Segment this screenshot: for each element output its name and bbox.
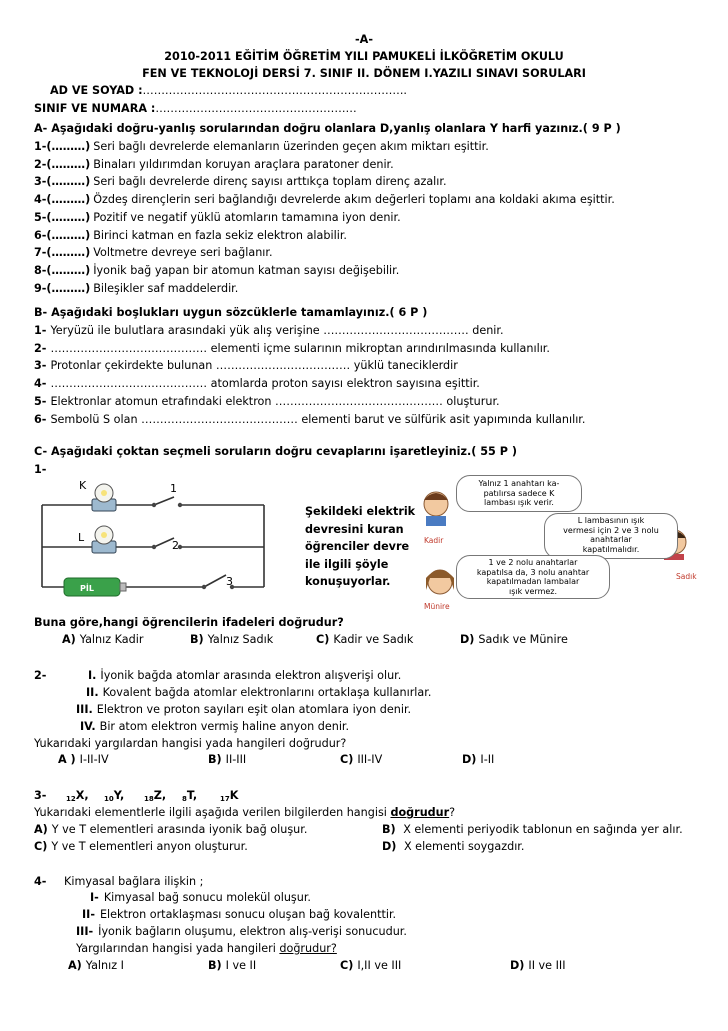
statement-text: Seri bağlı devrelerde elemanların üzerinden geçen akım miktarı eşittir. — [93, 140, 489, 153]
symbol: Z, — [153, 789, 167, 802]
symbol: T, — [186, 789, 198, 802]
answer-blank[interactable]: 6-(………) — [34, 228, 91, 242]
roman-numeral: III. — [76, 703, 93, 716]
question-4-intro: Kimyasal bağlara ilişkin ; — [64, 875, 204, 888]
symbol: Y, — [113, 789, 125, 802]
option-text[interactable]: X elementi periyodik tablonun en sağında yer alır. — [399, 823, 683, 836]
name-line — [50, 84, 407, 98]
atomic-number: 18 — [144, 795, 154, 803]
munire-speech-bubble — [456, 555, 610, 599]
fill-blank-item — [34, 377, 480, 391]
option-letter[interactable]: D) — [510, 959, 525, 972]
option-text[interactable]: II ve III — [528, 959, 566, 972]
sadik-speech-bubble — [544, 513, 678, 559]
statement — [90, 891, 311, 905]
answer-option[interactable] — [340, 753, 382, 767]
item-number: 1- — [34, 324, 47, 337]
item-text: Elektronlar atomun etrafındaki elektron ……………………………………… oluşturur. — [50, 394, 500, 408]
true-false-item — [34, 282, 238, 296]
speech-line: 1 ve 2 nolu anahtarlar — [488, 558, 578, 567]
school-title: 2010-2011 EĞİTİM ÖĞRETİM YILI PAMUKELİ İLKÖĞRETİM OKULU — [164, 50, 564, 63]
statement-text: Kovalent bağda atomlar elektronlarını ortaklaşa kullanırlar. — [102, 686, 432, 699]
option-text[interactable]: X elementi soygazdır. — [400, 840, 525, 853]
statement-text: Elektron ve proton sayıları eşit olan atomlara iyon denir. — [96, 703, 412, 716]
statement-text: İyonik bağların oluşumu, elektron alış-verişi sonucudur. — [98, 925, 407, 938]
caption-line: öğrenciler devre — [305, 540, 410, 553]
option-text[interactable]: Yalnız I — [85, 959, 124, 972]
roman-numeral: II. — [86, 686, 99, 699]
item-text: …………………………………… atomlarda proton sayısı elektron sayısına eşittir. — [50, 377, 480, 391]
answer-blank[interactable]: 1-(………) — [34, 140, 91, 153]
roman-numeral: III- — [76, 925, 94, 938]
name-label: AD VE SOYAD : — [50, 84, 143, 97]
answer-option[interactable] — [208, 753, 246, 767]
speech-line: lambası ışık verir. — [484, 498, 554, 507]
class-line — [34, 102, 357, 116]
element-symbol — [66, 789, 89, 806]
kadir-avatar-icon — [424, 492, 448, 526]
answer-option[interactable] — [462, 753, 494, 767]
answer-blank[interactable]: 5-(………) — [34, 210, 91, 224]
speech-line: kapatılmalıdır. — [582, 544, 640, 554]
question-3-number: 3- — [34, 789, 47, 802]
option-letter[interactable]: B) — [208, 959, 222, 972]
speech-line: kapatılmadan lambalar — [486, 577, 580, 586]
answer-option[interactable] — [190, 633, 273, 647]
answer-option[interactable] — [58, 753, 109, 767]
class-blank[interactable]: ……………………………………………… — [155, 102, 357, 115]
option-letter[interactable]: C) — [340, 753, 354, 766]
fill-blank-item — [34, 359, 458, 373]
true-false-item — [34, 193, 615, 207]
statement-text: Voltmetre devreye seri bağlanır. — [93, 246, 273, 260]
option-text[interactable]: I ve II — [225, 959, 257, 972]
kadir-speech-bubble — [456, 475, 582, 512]
caption-line: devresini kuran — [305, 522, 404, 536]
option-text[interactable]: I,II ve III — [357, 959, 402, 972]
statement — [76, 703, 411, 717]
bulb-l-icon — [92, 526, 116, 553]
question-3-keyword: doğrudur — [390, 806, 450, 819]
true-false-item — [34, 229, 347, 243]
element-symbol — [182, 789, 197, 806]
battery-icon — [64, 578, 126, 596]
speech-line: vermesi için 2 ve 3 nolu — [563, 525, 659, 535]
question-1-number: 1- — [34, 463, 47, 476]
option-letter[interactable]: C) — [34, 840, 48, 853]
answer-option[interactable] — [68, 959, 124, 973]
answer-option[interactable] — [382, 840, 524, 854]
question-4-keyword: doğrudur? — [279, 942, 337, 955]
statement-text: İyonik bağda atomlar arasında elektron alışverişi olur. — [100, 669, 402, 682]
statement-text: Özdeş dirençlerin seri bağlandığı devrelerde akım değerleri toplamı ana koldaki akıma eşittir. — [93, 193, 615, 207]
atomic-number: 10 — [104, 795, 114, 803]
item-text: Protonlar çekirdekte bulunan ……………………………… yüklü taneciklerdir — [50, 359, 458, 373]
true-false-item — [34, 140, 489, 154]
true-false-item — [34, 246, 273, 260]
statement — [86, 686, 431, 700]
speech-line: kapatılsa da, 3 nolu anahtar — [476, 567, 590, 577]
item-number: 3- — [34, 359, 47, 373]
answer-blank[interactable]: 8-(………) — [34, 263, 91, 277]
roman-numeral: I- — [90, 891, 99, 904]
bulb-l-label: L — [78, 531, 85, 544]
item-text: Sembolü S olan …………………………………… elementi barut ve sülfürik asit yapımında kullanılır. — [50, 412, 586, 426]
atomic-number: 12 — [66, 795, 76, 803]
question-4-text-pre: Yargılarından hangisi yada hangileri — [76, 942, 276, 955]
statement — [82, 908, 396, 922]
statement-text: Kimyasal bağ sonucu molekül oluşur. — [103, 891, 311, 904]
true-false-item — [34, 158, 394, 172]
answer-option[interactable] — [34, 840, 248, 854]
question-4-number: 4- — [34, 875, 47, 888]
switch-3-label: 3 — [226, 575, 233, 588]
section-c-title: C- Aşağıdaki çoktan seçmeli soruların doğru cevaplarını işaretleyiniz.( 55 P ) — [34, 445, 517, 458]
statement-text: Elektron ortaklaşması sonucu oluşan bağ kovalenttir. — [99, 908, 397, 921]
roman-numeral: II- — [82, 908, 95, 921]
option-text[interactable]: Yalnız Sadık — [207, 633, 274, 646]
option-text[interactable]: II-III — [225, 753, 247, 766]
atomic-number: 17 — [220, 795, 230, 803]
question-2-text: Yukarıdaki yargılardan hangisi yada hangileri doğrudur? — [34, 737, 347, 750]
option-letter[interactable]: C) — [340, 959, 354, 972]
option-text[interactable]: Y ve T elementleri anyon oluşturur. — [51, 840, 248, 853]
option-letter[interactable]: D) — [462, 753, 477, 766]
answer-option[interactable] — [510, 959, 566, 973]
item-number: 5- — [34, 394, 47, 408]
speech-line: patılırsa sadece K — [483, 488, 555, 498]
option-letter[interactable]: B) — [382, 823, 396, 836]
munire-avatar-icon — [426, 570, 454, 594]
class-label: SINIF VE NUMARA : — [34, 102, 156, 115]
item-number: 4- — [34, 377, 47, 391]
switch-2-label: 2 — [172, 539, 179, 552]
statement-text: Birinci katman en fazla sekiz elektron alabilir. — [93, 228, 347, 242]
question-3-text-end: ? — [449, 806, 456, 819]
fill-blank-item — [34, 395, 500, 409]
name-blank[interactable]: …………………………………………………………….. — [142, 84, 407, 97]
statement — [76, 925, 407, 939]
statement-text: Binaları yıldırımdan koruyan araçlara paratoner denir. — [93, 157, 394, 171]
option-letter[interactable]: B) — [208, 753, 222, 766]
true-false-item — [34, 175, 447, 189]
caption-line: Şekildeki elektrik — [305, 505, 416, 518]
true-false-item — [34, 264, 399, 278]
option-letter[interactable]: B) — [190, 633, 204, 646]
section-a-title: A- Aşağıdaki doğru-yanlış sorularından doğru olanlara D,yanlış olanlara Y harfi yazınız.( 9 P ) — [34, 122, 621, 135]
answer-blank[interactable]: 4-(………) — [34, 193, 91, 207]
answer-option[interactable] — [208, 959, 256, 973]
item-text: …………………………………… elementi içme sularının mikroptan arındırılmasında kullanılır. — [50, 341, 550, 355]
fill-blank-item — [34, 413, 585, 427]
roman-numeral: I. — [88, 669, 97, 682]
fill-blank-item — [34, 324, 504, 338]
option-letter[interactable]: A ) — [58, 753, 76, 766]
answer-option[interactable] — [62, 633, 143, 647]
statement-text: Bir atom elektron vermiş haline anyon denir. — [99, 720, 350, 733]
munire-name: Münire — [424, 602, 450, 611]
answer-blank[interactable]: 7-(………) — [34, 246, 91, 260]
question-4-text — [76, 942, 337, 956]
answer-option[interactable] — [34, 823, 307, 837]
sadik-name: Sadık — [676, 572, 697, 581]
statement — [80, 720, 349, 734]
speech-line: anahtarlar — [590, 535, 632, 544]
statement-text: Seri bağlı devrelerde direnç sayısı arttıkça toplam direnç azalır. — [93, 175, 447, 189]
question-1-text: Buna göre,hangi öğrencilerin ifadeleri doğrudur? — [34, 616, 344, 629]
battery-label: PİL — [80, 584, 94, 593]
option-text[interactable]: III-IV — [357, 753, 383, 766]
statement-text: Bileşikler saf maddelerdir. — [93, 281, 239, 295]
circuit-diagram — [34, 475, 294, 605]
option-letter[interactable]: C) — [316, 633, 330, 646]
answer-option[interactable] — [382, 823, 683, 837]
speech-line: L lambasının ışık — [577, 516, 645, 525]
option-letter[interactable]: A) — [68, 959, 82, 972]
bulb-k-label: K — [79, 479, 87, 492]
answer-blank[interactable]: 9-(………) — [34, 281, 91, 295]
statement-text: İyonik bağ yapan bir atomun katman sayısı değişebilir. — [93, 263, 400, 277]
fill-blank-item — [34, 342, 550, 356]
answer-option[interactable] — [316, 633, 413, 647]
statement — [88, 669, 401, 683]
item-text: Yeryüzü ile bulutlara arasındaki yük alış verişine ………………………………… denir. — [50, 324, 504, 337]
element-symbol — [220, 789, 238, 806]
answer-blank[interactable]: 3-(………) — [34, 175, 91, 189]
symbol: K — [229, 789, 239, 802]
caption-line: konuşuyorlar. — [305, 575, 391, 588]
answer-option[interactable] — [460, 633, 568, 647]
symbol: X, — [75, 789, 89, 802]
option-letter[interactable]: A) — [34, 823, 48, 836]
element-symbol — [104, 789, 124, 806]
answer-blank[interactable]: 2-(………) — [34, 157, 91, 171]
answer-option[interactable] — [340, 959, 401, 973]
option-letter[interactable]: A) — [62, 633, 76, 646]
exam-title: FEN VE TEKNOLOJİ DERSİ 7. SINIF II. DÖNEM I.YAZILI SINAVI SORULARI — [142, 67, 586, 80]
exam-version-label: -A- — [355, 33, 373, 46]
option-text[interactable]: Kadir ve Sadık — [333, 633, 414, 646]
true-false-item — [34, 211, 401, 225]
element-symbol — [144, 789, 166, 806]
speech-line: ışık vermez. — [508, 586, 558, 596]
option-text[interactable]: I-II — [480, 753, 495, 766]
switch-1-label: 1 — [170, 482, 177, 495]
question-3-text — [34, 806, 455, 820]
caption-line: ile ilgili şöyle — [305, 557, 389, 571]
option-text[interactable]: Sadık ve Münire — [478, 633, 568, 646]
kadir-name: Kadir — [424, 536, 444, 545]
question-2-number: 2- — [34, 669, 47, 682]
roman-numeral: IV. — [80, 720, 96, 733]
option-letter[interactable]: D) — [382, 840, 397, 853]
question-3-text-pre: Yukarıdaki elementlerle ilgili aşağıda verilen bilgilerden hangisi — [34, 806, 387, 819]
option-text[interactable]: Yalnız Kadir — [79, 633, 144, 646]
option-text[interactable]: I-II-IV — [79, 753, 109, 766]
bulb-k-icon — [92, 484, 116, 511]
atomic-number: 8 — [182, 795, 187, 803]
section-b-title: B- Aşağıdaki boşlukları uygun sözcüklerle tamamlayınız.( 6 P ) — [34, 306, 428, 319]
speech-line: Yalnız 1 anahtarı ka- — [478, 479, 560, 488]
item-number: 2- — [34, 341, 47, 355]
option-letter[interactable]: D) — [460, 633, 475, 646]
statement-text: Pozitif ve negatif yüklü atomların tamamına iyon denir. — [93, 210, 401, 224]
item-number: 6- — [34, 412, 47, 426]
option-text[interactable]: Y ve T elementleri arasında iyonik bağ oluşur. — [51, 823, 308, 836]
